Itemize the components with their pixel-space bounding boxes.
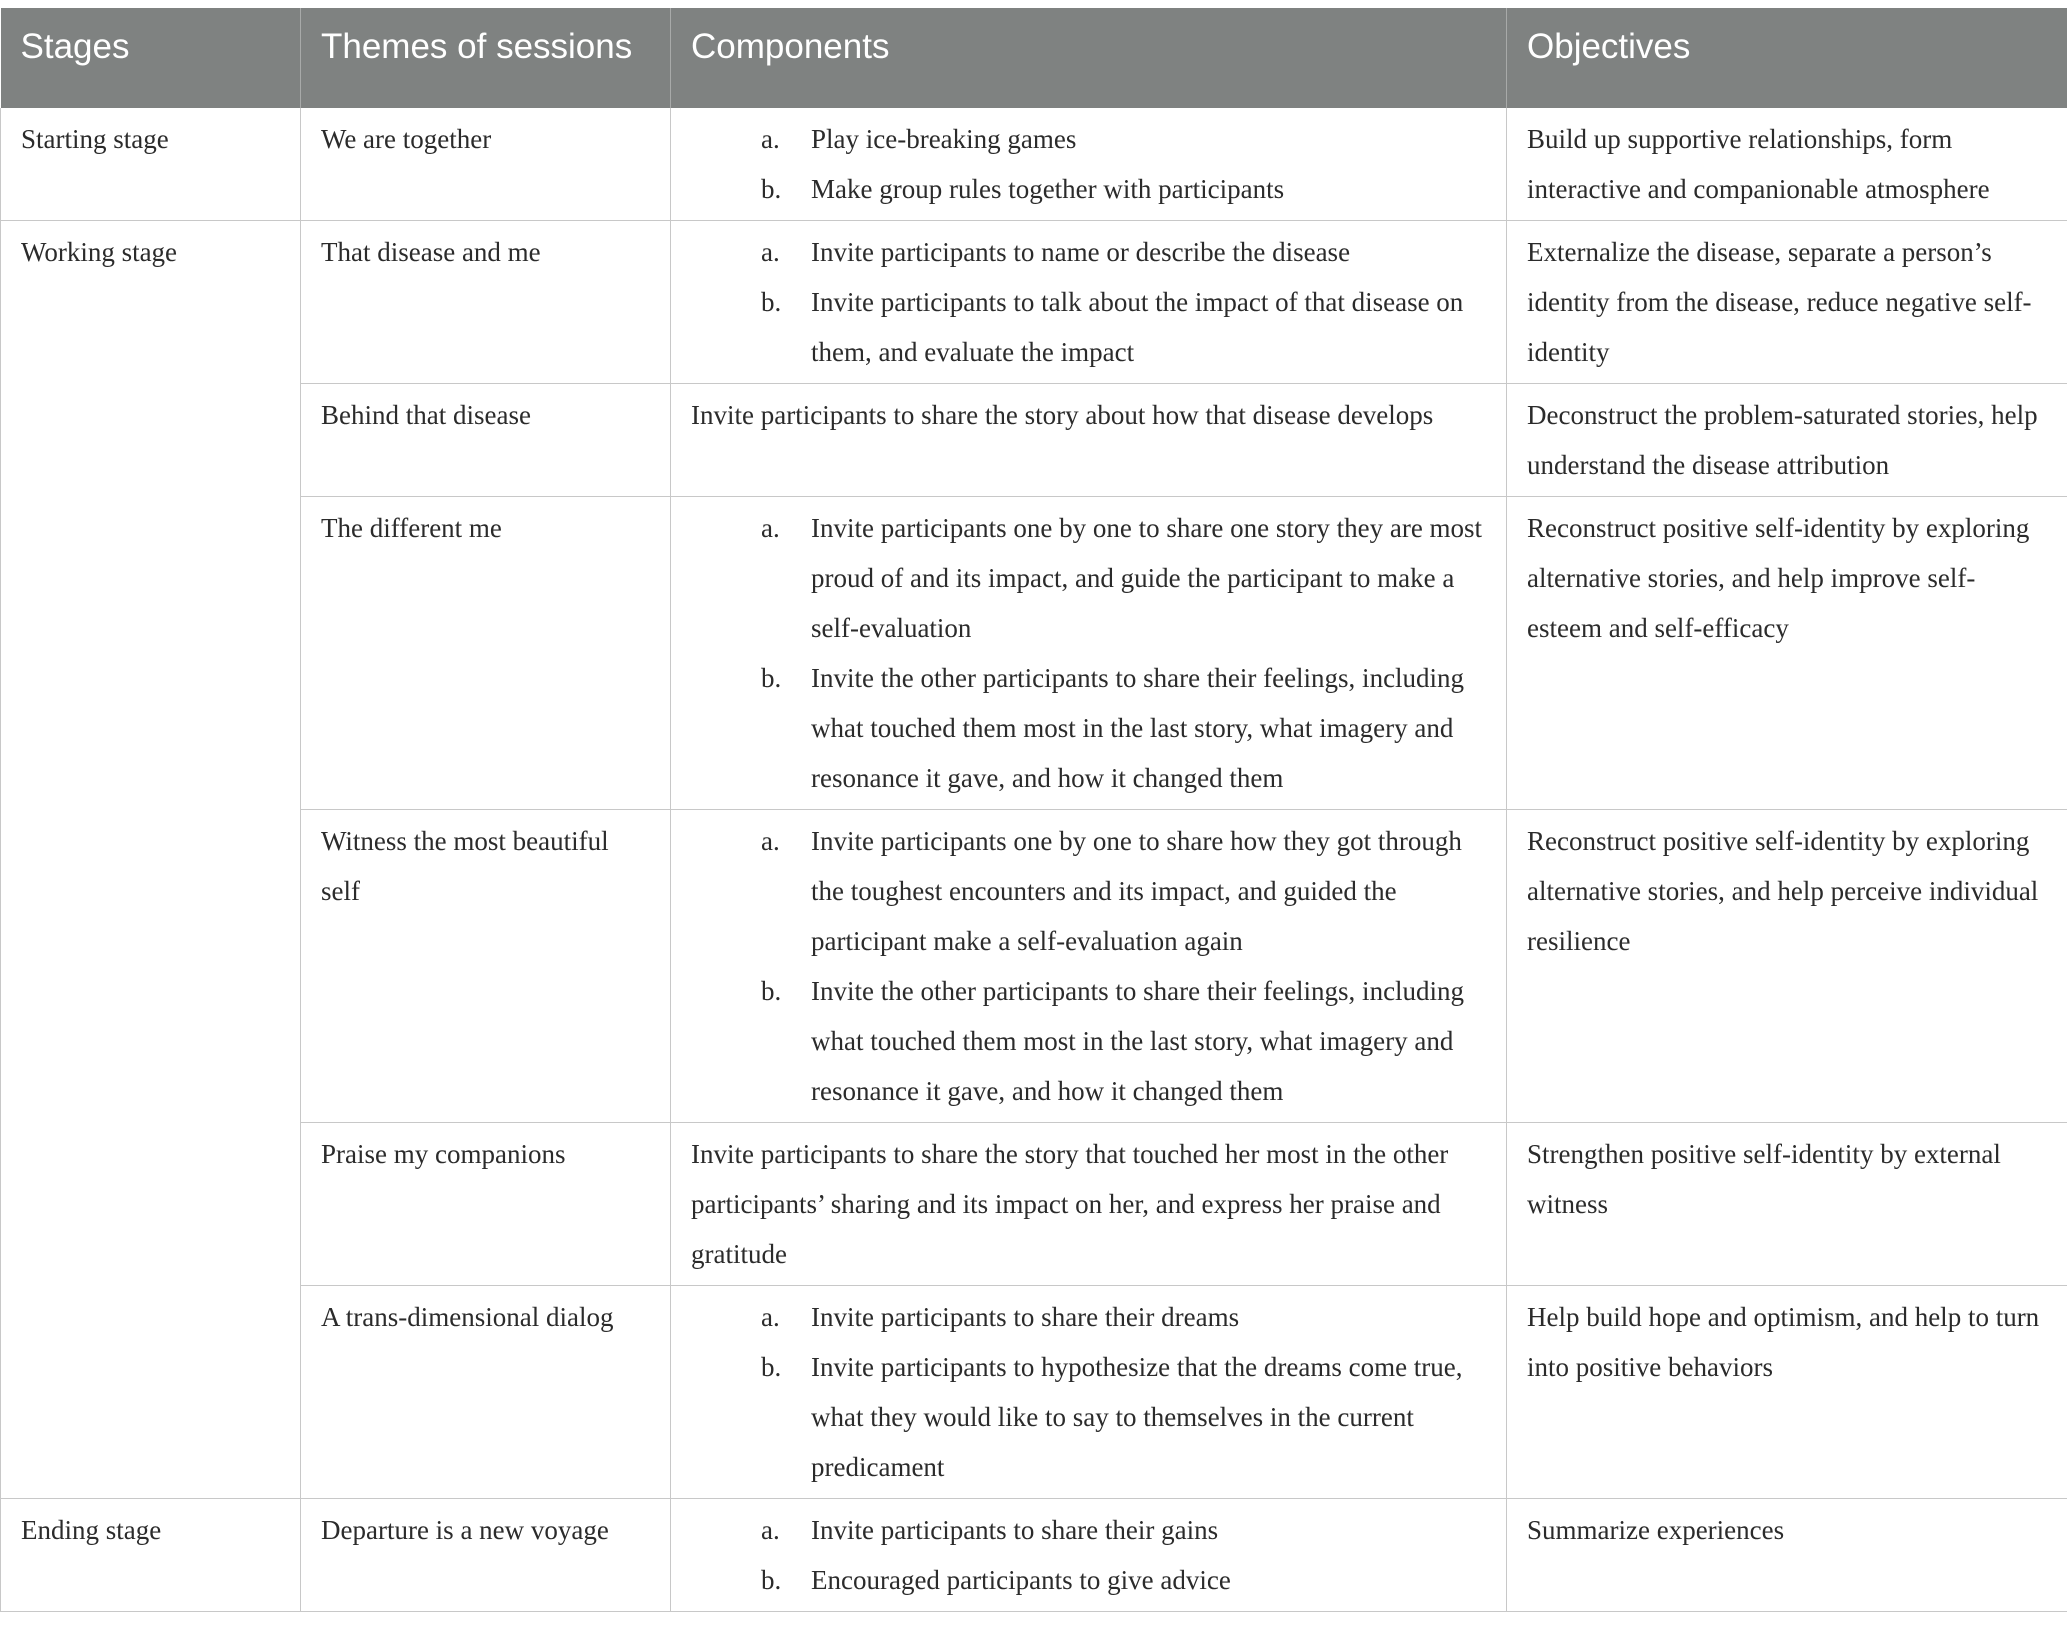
components-list <box>691 227 1486 377</box>
stage-cell: Ending stage <box>1 1499 301 1612</box>
components-list <box>691 1505 1486 1605</box>
table-container <box>0 8 2067 1612</box>
list-item-text: Invite the other participants to share their feelings, including what touched them most in the last story, what imagery and resonance it gave, and how it changed them <box>811 663 1465 793</box>
objective-cell: Deconstruct the problem-saturated stories, help understand the disease attribution <box>1507 384 2067 497</box>
list-item-text: Play ice-breaking games <box>811 124 1077 154</box>
table-row <box>1 384 2067 497</box>
objective-cell: Reconstruct positive self-identity by exploring alternative stories, and help perceive individual resilience <box>1507 810 2067 1123</box>
components-list <box>691 503 1486 803</box>
table-row <box>1 1286 2067 1499</box>
list-marker: a. <box>761 237 780 267</box>
components-cell <box>671 221 1507 384</box>
theme-cell: That disease and me <box>301 221 671 384</box>
components-cell <box>671 1286 1507 1499</box>
theme-cell: A trans-dimensional dialog <box>301 1286 671 1499</box>
list-item <box>711 1555 1486 1605</box>
list-item-text: Invite participants one by one to share one story they are most proud of and its impact, and guide the participant to make a self-evaluation <box>811 513 1483 643</box>
list-item-text: Invite participants to hypothesize that the dreams come true, what they would like to say to themselves in the current predicament <box>811 1352 1463 1482</box>
list-marker: a. <box>761 1515 780 1545</box>
list-item-text: Invite participants to name or describe the disease <box>811 237 1351 267</box>
objective-cell: Strengthen positive self-identity by external witness <box>1507 1123 2067 1286</box>
sessions-table <box>0 8 2067 1612</box>
objective-cell: Summarize experiences <box>1507 1499 2067 1612</box>
components-list <box>691 816 1486 1116</box>
list-item-text: Invite the other participants to share their feelings, including what touched them most in the last story, what imagery and resonance it gave, and how it changed them <box>811 976 1465 1106</box>
header-row <box>1 8 2067 108</box>
list-item <box>711 277 1486 377</box>
table-row <box>1 108 2067 221</box>
list-item-text: Encouraged participants to give advice <box>811 1565 1231 1595</box>
component-text: Invite participants to share the story that touched her most in the other participants’ sharing and its impact on her, and express her praise and gratitude <box>691 1139 1449 1269</box>
list-marker: b. <box>761 287 782 317</box>
header-objectives: Objectives <box>1507 8 2067 108</box>
table-row <box>1 1499 2067 1612</box>
list-marker: a. <box>761 124 780 154</box>
list-item <box>711 164 1486 214</box>
theme-cell: The different me <box>301 497 671 810</box>
list-item <box>711 1342 1486 1492</box>
components-list <box>691 114 1486 214</box>
list-item <box>711 503 1486 653</box>
list-marker: b. <box>761 976 782 1006</box>
list-marker: b. <box>761 663 782 693</box>
list-item-text: Invite participants one by one to share how they got through the toughest encounters and its impact, and guided the participant make a self-evaluation again <box>811 826 1462 956</box>
list-item <box>711 1292 1486 1342</box>
list-item <box>711 114 1486 164</box>
list-item-text: Invite participants to share their gains <box>811 1515 1219 1545</box>
list-item <box>711 816 1486 966</box>
list-item-text: Invite participants to talk about the impact of that disease on them, and evaluate the impact <box>811 287 1464 367</box>
list-marker: b. <box>761 1565 782 1595</box>
list-item <box>711 966 1486 1116</box>
components-cell <box>671 1123 1507 1286</box>
stage-cell: Starting stage <box>1 108 301 221</box>
header-themes: Themes of sessions <box>301 8 671 108</box>
header-components: Components <box>671 8 1507 108</box>
table-row <box>1 810 2067 1123</box>
list-item-text: Make group rules together with participants <box>811 174 1285 204</box>
theme-cell: We are together <box>301 108 671 221</box>
components-cell <box>671 497 1507 810</box>
components-cell <box>671 384 1507 497</box>
list-item-text: Invite participants to share their dreams <box>811 1302 1240 1332</box>
list-item <box>711 653 1486 803</box>
list-marker: a. <box>761 1302 780 1332</box>
objective-cell: Externalize the disease, separate a person’s identity from the disease, reduce negative self-identity <box>1507 221 2067 384</box>
objective-cell: Help build hope and optimism, and help to turn into positive behaviors <box>1507 1286 2067 1499</box>
list-marker: a. <box>761 513 780 543</box>
objective-cell: Reconstruct positive self-identity by exploring alternative stories, and help improve self-esteem and self-efficacy <box>1507 497 2067 810</box>
components-cell <box>671 1499 1507 1612</box>
list-marker: b. <box>761 174 782 204</box>
component-text: Invite participants to share the story about how that disease develops <box>691 400 1434 430</box>
theme-cell: Witness the most beautiful self <box>301 810 671 1123</box>
theme-cell: Praise my companions <box>301 1123 671 1286</box>
stage-cell: Working stage <box>1 221 301 1499</box>
objective-cell: Build up supportive relationships, form interactive and companionable atmosphere <box>1507 108 2067 221</box>
components-cell <box>671 108 1507 221</box>
components-cell <box>671 810 1507 1123</box>
theme-cell: Behind that disease <box>301 384 671 497</box>
header-stages: Stages <box>1 8 301 108</box>
table-row <box>1 1123 2067 1286</box>
table-row <box>1 221 2067 384</box>
list-item <box>711 227 1486 277</box>
list-marker: b. <box>761 1352 782 1382</box>
list-marker: a. <box>761 826 780 856</box>
theme-cell: Departure is a new voyage <box>301 1499 671 1612</box>
table-row <box>1 497 2067 810</box>
list-item <box>711 1505 1486 1555</box>
components-list <box>691 1292 1486 1492</box>
